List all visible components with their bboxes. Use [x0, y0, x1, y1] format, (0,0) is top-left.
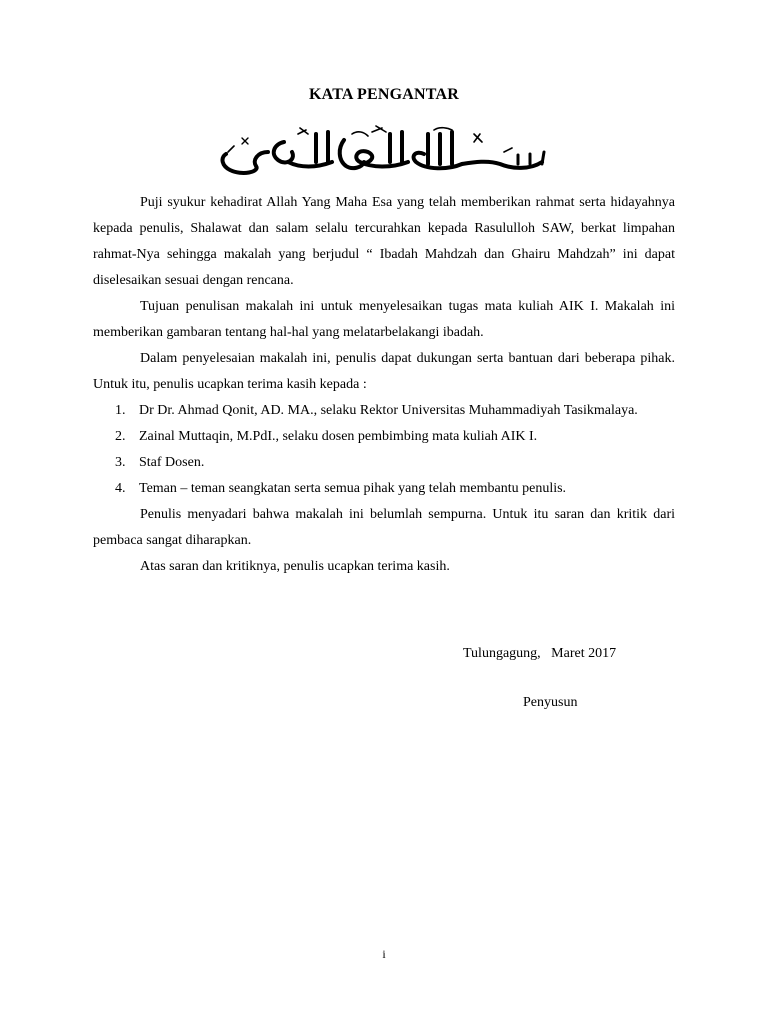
place-date: Tulungagung, Maret 2017 [463, 646, 617, 661]
list-item [93, 476, 675, 502]
acknowledgement-list [93, 398, 675, 502]
list-number: 1. [115, 403, 126, 418]
list-item [93, 424, 675, 450]
paragraph-thanks: Atas saran dan kritiknya, penulis ucapkan terima kasih. [140, 559, 450, 574]
body-text [93, 190, 675, 580]
paragraph-closing: Penulis menyadari bahwa makalah ini belumlah sempurna. Untuk itu saran dan kritik dari pembaca sangat diharapkan. [93, 507, 675, 548]
basmalah-calligraphy [212, 122, 554, 180]
list-text: Staf Dosen. [139, 455, 205, 470]
list-item [93, 398, 675, 424]
paragraph-acknowledgement: Dalam penyelesaian makalah ini, penulis dapat dukungan serta bantuan dari beberapa pihak. Untuk itu, penulis ucapkan terima kasih kepada : [93, 351, 675, 392]
list-item [93, 450, 675, 476]
list-text: Dr Dr. Ahmad Qonit, AD. MA., selaku Rektor Universitas Muhammadiyah Tasikmalaya. [139, 403, 638, 418]
page-title: KATA PENGANTAR [309, 86, 459, 103]
paragraph-purpose: Tujuan penulisan makalah ini untuk menyelesaikan tugas mata kuliah AIK I. Makalah ini memberikan gambaran tentang hal-hal yang melatarbelakangi ibadah. [93, 299, 675, 340]
list-number: 2. [115, 429, 126, 444]
paragraph-intro: Puji syukur kehadirat Allah Yang Maha Esa yang telah memberikan rahmat serta hidayahnya kepada penulis, Shalawat dan salam selalu tercurahkan kepada Rasululloh SAW, berkat limpahan rahmat-Nya sehingga makalah yang berjudul “ Ibadah Mahdzah dan Ghairu Mahdzah” ini dapat diselesaikan sesuai dengan rencana. [93, 195, 675, 288]
list-number: 4. [115, 481, 126, 496]
page-number: i [382, 947, 386, 961]
list-text: Zainal Muttaqin, M.PdI., selaku dosen pembimbing mata kuliah AIK I. [139, 429, 538, 444]
list-number: 3. [115, 455, 126, 470]
list-text: Teman – teman seangkatan serta semua pihak yang telah membantu penulis. [139, 481, 567, 496]
signer-name: Penyusun [523, 695, 578, 710]
